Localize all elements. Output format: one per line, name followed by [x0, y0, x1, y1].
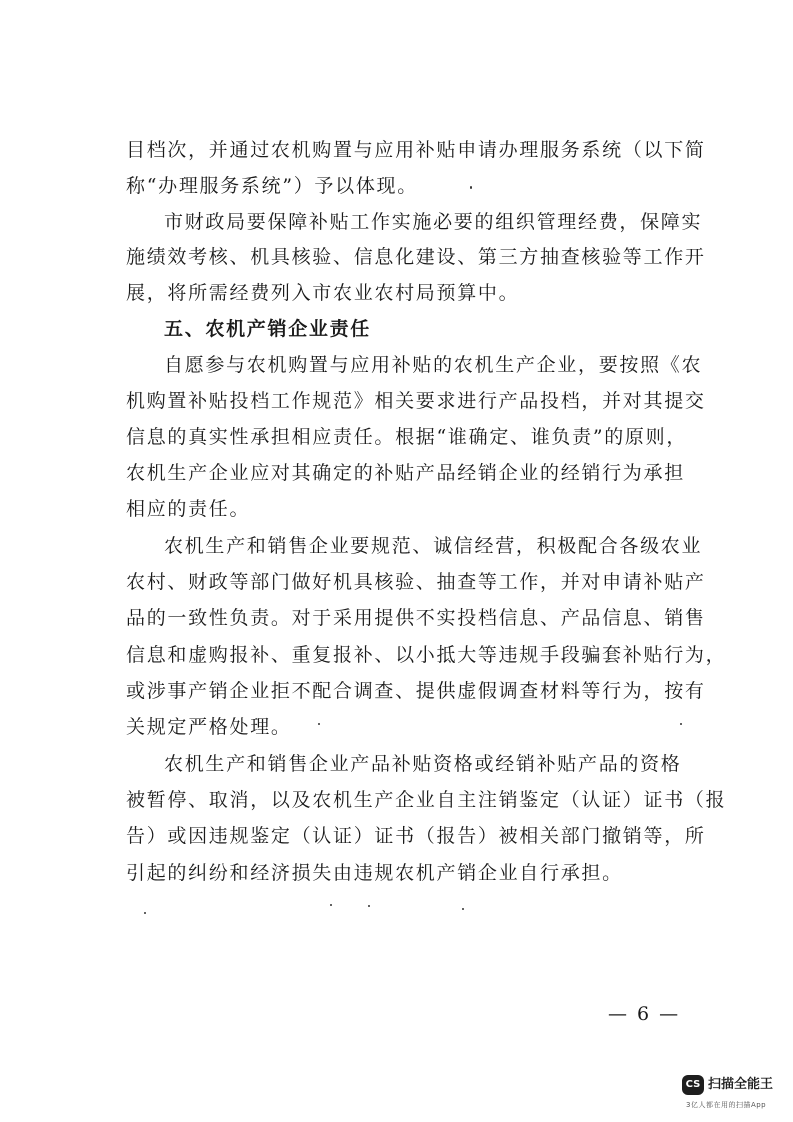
text-line: 信息和虚购报补、重复报补、以小抵大等违规手段骗套补贴行为， — [126, 644, 727, 666]
scan-speck — [680, 723, 682, 725]
text-line: 告）或因违规鉴定（认证）证书（报告）被相关部门撤销等，所 — [126, 825, 706, 847]
text-line: 或涉事产销企业拒不配合调查、提供虚假调查材料等行为，按有 — [126, 680, 706, 702]
text-line: 农机生产和销售企业要规范、诚信经营，积极配合各级农业 — [164, 535, 703, 557]
scan-speck — [144, 912, 146, 914]
watermark-app-name: 扫描全能王 — [708, 1077, 774, 1092]
text-line: 关规定严格处理。 — [126, 716, 292, 738]
text-line: 展，将所需经费列入市农业农村局预算中。 — [126, 282, 520, 304]
text-line: 自愿参与农机购置与应用补贴的农机生产企业，要按照《农 — [164, 354, 703, 376]
page-number: — 6 — — [608, 1003, 681, 1025]
watermark-slogan: 3亿人都在用的扫描App — [686, 1101, 767, 1109]
text-line: 称“办理服务系统”）予以体现。 — [126, 175, 418, 197]
text-line: 品的一致性负责。对于采用提供不实投档信息、产品信息、销售 — [126, 607, 706, 629]
scan-speck — [462, 908, 464, 910]
text-line: 施绩效考核、机具核验、信息化建设、第三方抽查核验等工作开 — [126, 246, 706, 268]
text-line: 农村、财政等部门做好机具核验、抽查等工作，并对申请补贴产 — [126, 571, 706, 593]
text-line: 机购置补贴投档工作规范》相关要求进行产品投档，并对其提交 — [126, 390, 706, 412]
scan-speck — [470, 186, 472, 189]
scan-speck — [368, 905, 370, 907]
scan-speck — [318, 723, 320, 725]
text-line: 农机生产企业应对其确定的补贴产品经销企业的经销行为承担 — [126, 462, 685, 484]
scan-speck — [330, 904, 332, 906]
text-line: 市财政局要保障补贴工作实施必要的组织管理经费，保障实 — [164, 211, 703, 233]
scanner-watermark — [682, 1070, 790, 1116]
text-line: 农机生产和销售企业产品补贴资格或经销补贴产品的资格 — [164, 753, 682, 775]
text-line: 被暂停、取消，以及农机生产企业自主注销鉴定（认证）证书（报 — [126, 789, 727, 811]
camscanner-logo-icon: CS — [682, 1075, 704, 1095]
text-line: 相应的责任。 — [126, 498, 251, 520]
text-line: 引起的纠纷和经济损失由违规农机产销企业自行承担。 — [126, 862, 623, 884]
text-line: 目档次，并通过农机购置与应用补贴申请办理服务系统（以下简 — [126, 139, 706, 161]
section-heading: 五、农机产销企业责任 — [164, 318, 372, 340]
text-line: 信息的真实性承担相应责任。根据“谁确定、谁负责”的原则， — [126, 426, 688, 448]
